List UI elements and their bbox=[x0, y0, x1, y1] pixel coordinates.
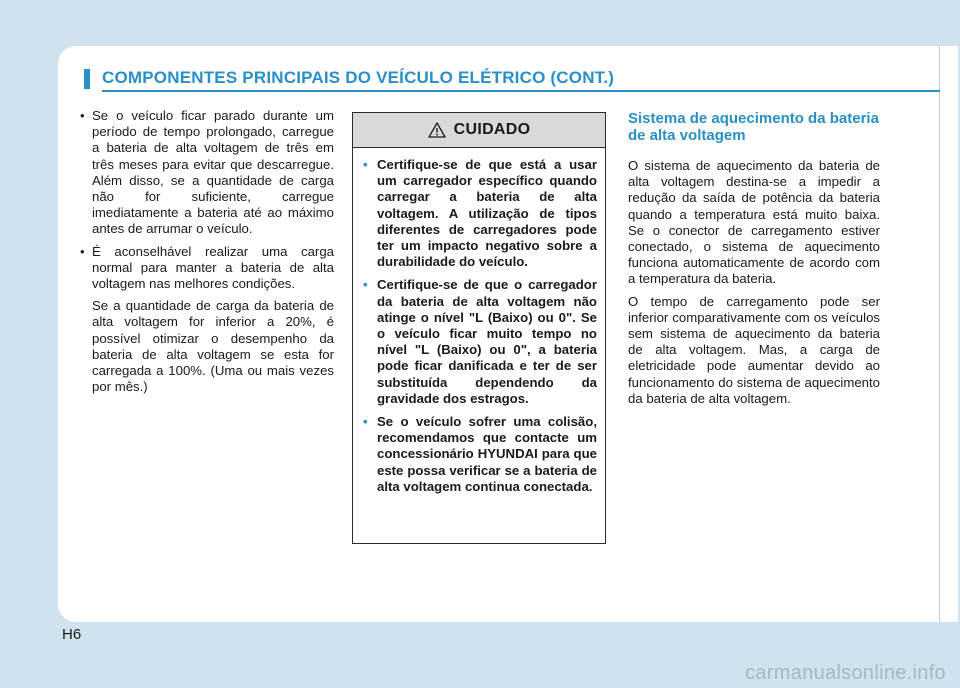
section-title: COMPONENTES PRINCIPAIS DO VEÍCULO ELÉTRICO (CONT.) bbox=[102, 68, 615, 87]
bullet-text: Se o veículo ficar parado durante um período de tempo prolongado, carregue a bateria de alta voltagem de três em três meses para evitar que descarregue. Além disso, se a quantidade de carga não for suficiente, carregue imediatamente a bateria até ao máximo antes de arrumar o veículo. bbox=[92, 108, 334, 237]
left-column bbox=[78, 108, 334, 395]
header-accent-bar bbox=[84, 69, 90, 89]
margin-rule bbox=[939, 46, 940, 622]
caution-bullet-icon: • bbox=[363, 157, 368, 172]
paragraph: O sistema de aquecimento da bateria de alta voltagem destina-se a impedir a redução da saída de potência da bateria quando a temperatura está muito baixa. Se o conector de carregamento estiver conectado, o sistema de aquecimento funciona automaticamente de acordo com a temperatura da bateria. bbox=[628, 158, 880, 287]
watermark-text: carmanualsonline.info bbox=[745, 662, 946, 684]
subsection-heading: Sistema de aquecimento da bateria de alta voltagem bbox=[628, 110, 879, 144]
caution-box bbox=[352, 112, 606, 544]
caution-item bbox=[363, 157, 597, 270]
caution-bullet-icon: • bbox=[363, 277, 368, 293]
warning-triangle-icon bbox=[428, 122, 446, 138]
page-number: H6 bbox=[62, 626, 82, 643]
caution-title: CUIDADO bbox=[453, 121, 531, 138]
caution-item bbox=[363, 277, 597, 407]
caution-text: Certifique-se de que está a usar um carregador específico quando carregar a bateria de alta voltagem. A utilização de tipos diferentes de carregadores pode ter um impacto negativo sobre a durabilidade do veículo. bbox=[377, 157, 597, 270]
caution-item bbox=[363, 414, 597, 495]
bullet-dot-icon: • bbox=[80, 243, 85, 259]
caution-header bbox=[353, 113, 605, 148]
bullet-text: É aconselhável realizar uma carga normal para manter a bateria de alta voltagem nas melhores condições. bbox=[92, 243, 334, 292]
bullet-item bbox=[78, 108, 334, 238]
right-column bbox=[628, 110, 880, 413]
bullet-item bbox=[78, 244, 334, 293]
caution-list bbox=[353, 148, 605, 495]
caution-text: Certifique-se de que o carregador da bateria de alta voltagem não atinge o nível "L (Baixo) ou 0". Se o veículo ficar muito tempo no nível "L (Baixo) ou 0", a bateria pode ficar danificada e ter de ser substituída dependendo da gravidade dos estragos. bbox=[377, 277, 597, 406]
caution-bullet-icon: • bbox=[363, 414, 368, 430]
caution-text: Se o veículo sofrer uma colisão, recomendamos que contacte um concessionário HYUNDAI para que este possa verificar se a bateria de alta voltagem continua conectada. bbox=[377, 414, 597, 494]
paragraph: O tempo de carregamento pode ser inferior comparativamente com os veículos sem sistema de aquecimento da bateria de alta voltagem. Mas, a carga de eletricidade pode aumentar devido ao funcionamento do sistema de aquecimento da bateria de alta voltagem. bbox=[628, 293, 880, 406]
indented-paragraph: Se a quantidade de carga da bateria de alta voltagem for inferior a 20%, é possível otimizar o desempenho da bateria de alta voltagem se esta for carregada a 100%. (Uma ou mais vezes por mês.) bbox=[92, 298, 334, 395]
header-underline bbox=[102, 90, 940, 92]
bullet-dot-icon: • bbox=[80, 108, 85, 123]
section-header bbox=[84, 66, 940, 92]
